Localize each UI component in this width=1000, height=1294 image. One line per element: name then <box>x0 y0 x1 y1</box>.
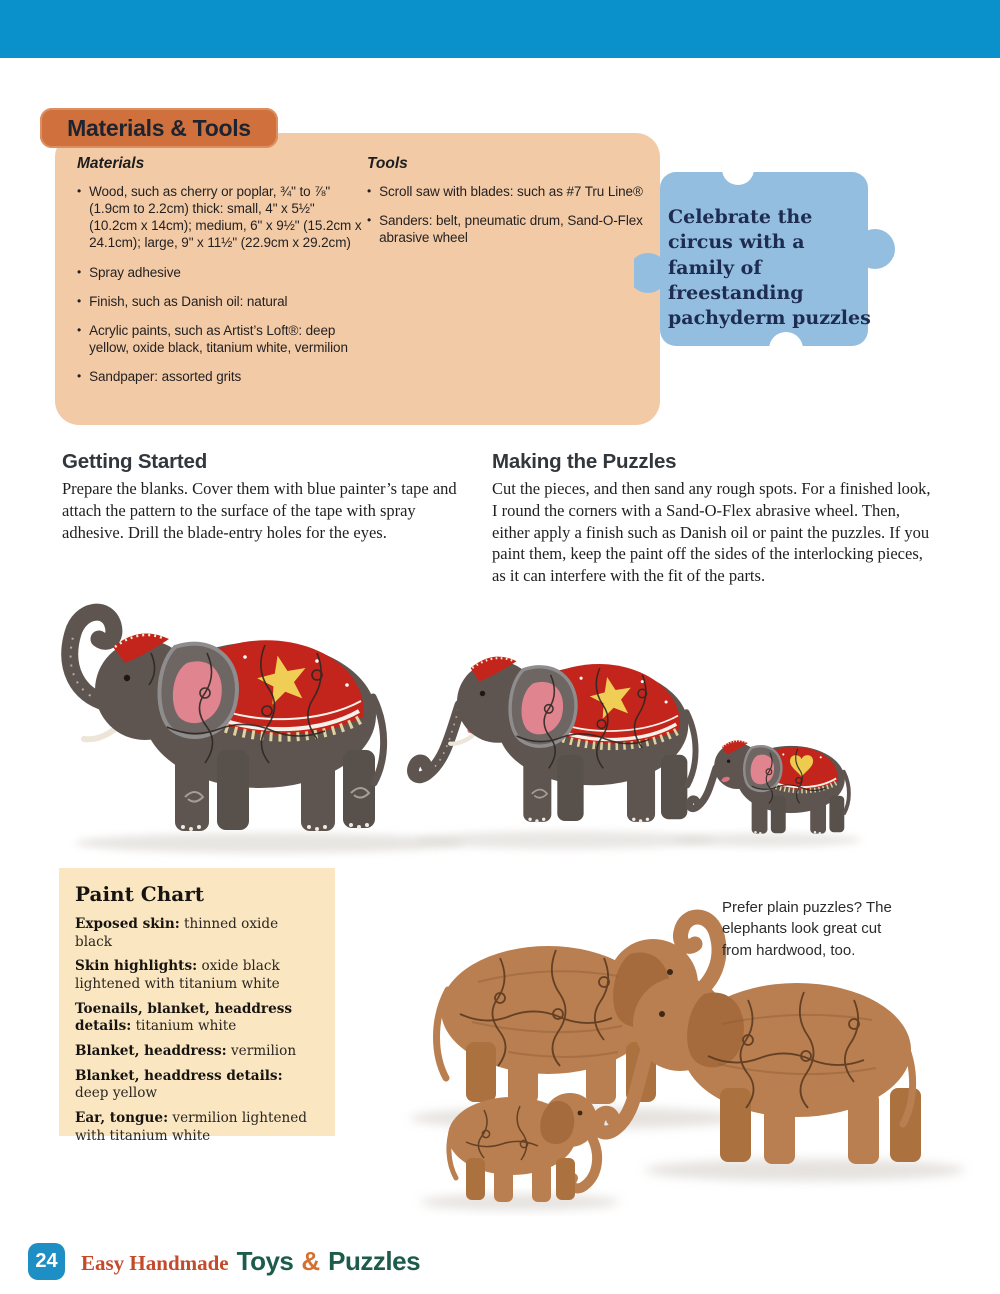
top-color-bar <box>0 0 1000 58</box>
brand-puzzles: Puzzles <box>328 1245 421 1276</box>
painted-elephant-medium <box>413 657 696 823</box>
callout-text: Celebrate the circus with a family of freestanding pachyderm puzzles <box>668 206 871 330</box>
footer-brand <box>81 1246 420 1277</box>
paint-chart-box <box>59 868 335 1144</box>
paint-chart-entry: Exposed skin: thinned oxide black <box>75 916 279 950</box>
paint-chart-entries <box>75 916 319 1145</box>
getting-started-body: Prepare the blanks. Cover them with blue painter’s tape and attach the pattern to the surface of the tape with spray adhesive. Drill the blade-entry holes for the eyes. <box>62 479 457 542</box>
bullet-icon: • <box>77 369 82 384</box>
materials-tools-title: Materials & Tools <box>67 114 251 141</box>
paint-chart-entry: Skin highlights: oxide black lightened with titanium white <box>75 958 280 993</box>
tools-column <box>367 155 645 258</box>
list-item: • Finish, such as Danish oil: natural <box>77 293 288 309</box>
list-item: • Acrylic paints, such as Artist’s Loft®: deep yellow, oxide black, titanium white, vermilion <box>77 322 348 355</box>
tools-list <box>367 183 645 246</box>
making-the-puzzles-body: Cut the pieces, and then sand any rough spots. For a finished look, I round the corners with a Sand-O-Flex abrasive wheel. Then, either apply a finish such as Danish oil or paint the puzzles. If you paint them, keep the paint off the sides of the interlocking pieces, as it can interfere with the fit of the parts. <box>492 479 931 586</box>
section-making-the-puzzles <box>492 450 940 587</box>
paint-chart-title: Paint Chart <box>75 882 204 906</box>
materials-list <box>77 183 362 385</box>
painted-elephant-large <box>70 612 384 831</box>
list-item: • Spray adhesive <box>77 264 181 280</box>
materials-column <box>77 155 362 397</box>
list-item: • Sanders: belt, pneumatic drum, Sand-O-Flex abrasive wheel <box>367 213 643 246</box>
brand-toys: Toys <box>236 1245 294 1276</box>
bullet-icon: • <box>77 322 82 337</box>
paint-chart-entry: Blanket, headdress: vermilion <box>75 1043 297 1060</box>
page-number-badge <box>28 1243 65 1280</box>
plain-puzzles-note: Prefer plain puzzles? The elephants look great cut from hardwood, too. <box>722 899 892 959</box>
bullet-icon: • <box>367 184 372 198</box>
painted-elephants-photo <box>55 575 965 860</box>
making-the-puzzles-heading: Making the Puzzles <box>492 450 677 473</box>
materials-heading: Materials <box>77 155 145 172</box>
materials-tools-panel <box>55 133 660 425</box>
page-number: 24 <box>35 1249 58 1272</box>
list-item: • Sandpaper: assorted grits <box>77 369 242 385</box>
brand-ampersand: & <box>301 1245 321 1276</box>
paint-chart-entry: Toenails, blanket, headdress details: titanium white <box>75 1000 293 1035</box>
bullet-icon: • <box>367 213 372 228</box>
brand-prefix: Easy Handmade <box>81 1250 229 1275</box>
wood-elephant-baby <box>448 1093 597 1202</box>
bullet-icon: • <box>77 264 82 279</box>
materials-tools-tab <box>40 108 278 148</box>
getting-started-heading: Getting Started <box>62 450 208 473</box>
page-footer <box>28 1241 420 1281</box>
paint-chart-entry: Blanket, headdress details: deep yellow <box>75 1067 283 1102</box>
paint-chart-entry: Ear, tongue: vermilion lightened with titanium white <box>75 1110 307 1144</box>
bullet-icon: • <box>77 293 82 308</box>
painted-elephant-baby <box>689 740 849 834</box>
bullet-icon: • <box>77 184 82 198</box>
list-item: • Scroll saw with blades: such as #7 Tru Line® <box>367 184 643 199</box>
wood-elephant-right <box>597 977 921 1164</box>
list-item: • Wood, such as cherry or poplar, ¾" to ⅞" (1.9cm to 2.2cm) thick: small, 4" x 5½" (10.2cm x 14cm); medium, 6" x 9½" (15.2cm x 24.1cm); large, 9" x 11½" (22.9cm x 29.2cm) <box>77 184 362 251</box>
tools-heading: Tools <box>367 155 408 172</box>
section-getting-started <box>62 450 464 543</box>
